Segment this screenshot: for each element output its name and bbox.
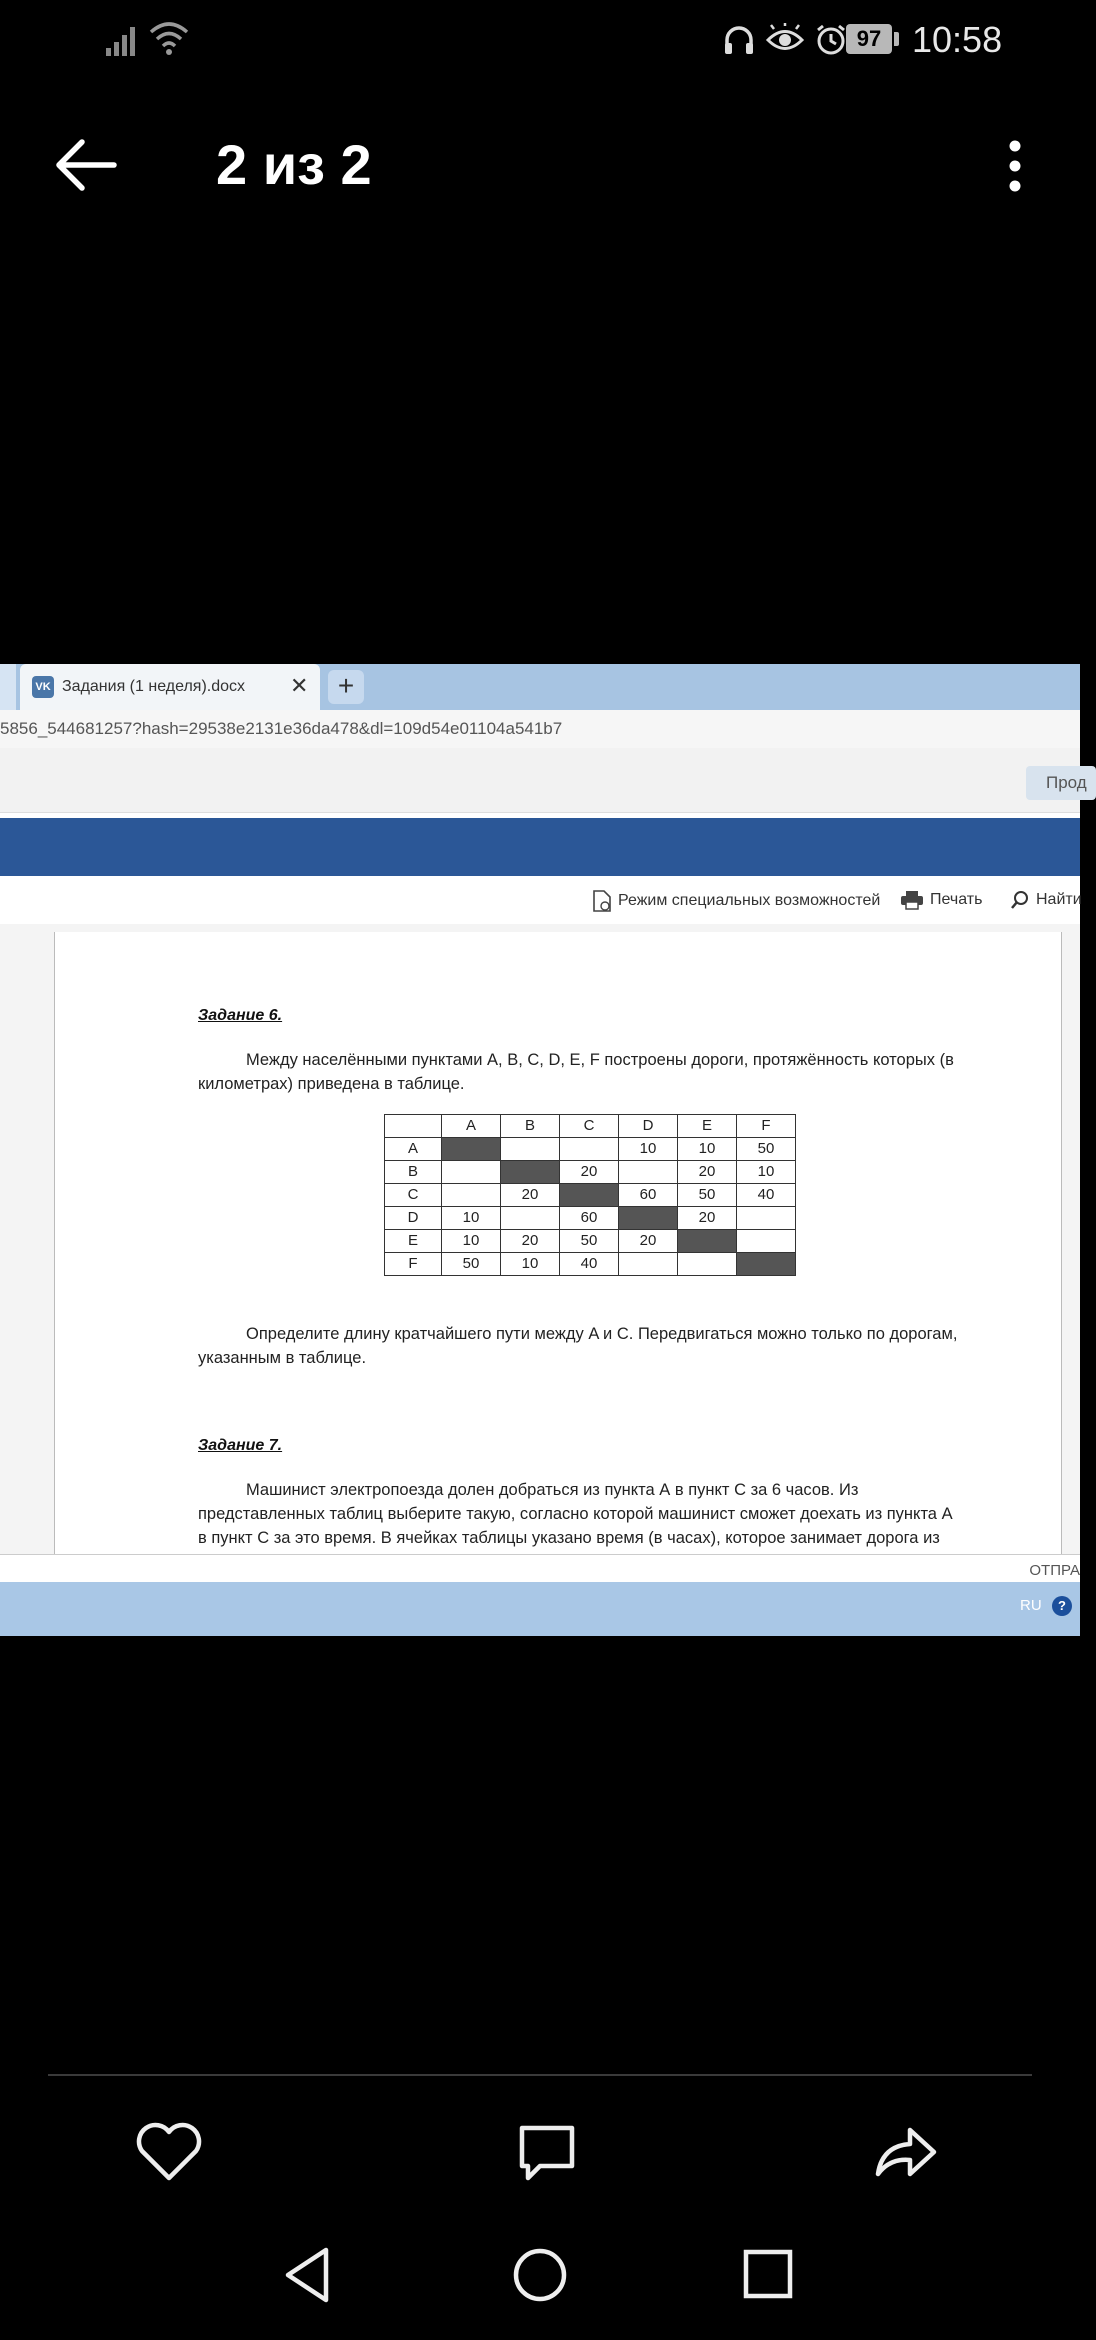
table-row-label: F [385, 1253, 442, 1276]
task7-line1: Машинист электропоезда долен добраться из пункта А в пункт С за 6 часов. Из [246, 1481, 859, 1499]
photo-image [0, 664, 1087, 1636]
signal-icon [106, 22, 140, 56]
table-cell: 10 [442, 1207, 501, 1230]
table-cell [737, 1207, 796, 1230]
task6-text [198, 1048, 988, 1096]
help-icon[interactable]: ? [1052, 1596, 1072, 1616]
table-row-label: E [385, 1230, 442, 1253]
task7-heading: Задание 7. [198, 1437, 283, 1454]
battery-level: 97 [846, 24, 892, 54]
table-cell [442, 1184, 501, 1207]
vk-icon: VK [32, 676, 54, 698]
table-cell: 40 [737, 1184, 796, 1207]
task7-text [198, 1478, 988, 1550]
document-toolbar [0, 876, 1080, 924]
table-cell [501, 1161, 560, 1184]
table-row [385, 1138, 796, 1161]
find-label: Найти [1036, 891, 1082, 908]
table-header-cell: D [619, 1115, 678, 1138]
table-cell: 20 [560, 1161, 619, 1184]
viewer-title: 2 из 2 [216, 133, 372, 196]
office-ribbon-band [0, 818, 1080, 876]
table-cell: 50 [737, 1138, 796, 1161]
table-row [385, 1184, 796, 1207]
table-cell [619, 1207, 678, 1230]
language-indicator[interactable]: RU [1020, 1597, 1042, 1614]
previous-tab-edge [0, 664, 16, 710]
table-row [385, 1161, 796, 1184]
table-cell: 20 [678, 1207, 737, 1230]
battery-tip [894, 32, 899, 46]
table-cell [442, 1161, 501, 1184]
browser-toolbar [0, 748, 1087, 813]
task6-text-line1: Между населёнными пунктами A, B, C, D, E, F построены дороги, протяжённость которых (в [246, 1051, 954, 1069]
table-cell: 20 [678, 1161, 737, 1184]
tab-close-icon[interactable]: ✕ [290, 673, 309, 698]
table-header-cell: F [737, 1115, 796, 1138]
table-cell: 10 [619, 1138, 678, 1161]
headphones-icon [722, 23, 756, 57]
table-cell: 60 [560, 1207, 619, 1230]
more-options-icon[interactable] [1000, 136, 1030, 196]
table-row-label: D [385, 1207, 442, 1230]
table-cell [560, 1138, 619, 1161]
table-row [385, 1230, 796, 1253]
alarm-icon [814, 23, 848, 57]
browser-tab[interactable] [20, 664, 320, 710]
eye-icon [766, 23, 804, 57]
table-cell: 50 [442, 1253, 501, 1276]
table-cell: 50 [560, 1230, 619, 1253]
table-cell: 20 [619, 1230, 678, 1253]
table-header-cell: C [560, 1115, 619, 1138]
table-header-cell: E [678, 1115, 737, 1138]
table-cell [737, 1253, 796, 1276]
office-status-bar [0, 1582, 1080, 1636]
task6-heading: Задание 6. [198, 1007, 283, 1024]
wifi-icon [148, 20, 190, 58]
distance-table [384, 1114, 796, 1276]
send-label[interactable]: ОТПРА [1029, 1562, 1080, 1579]
new-tab-button[interactable]: + [328, 670, 364, 704]
battery-indicator [846, 24, 900, 54]
nav-recents-icon[interactable] [734, 2240, 804, 2310]
table-row [385, 1207, 796, 1230]
print-button[interactable] [900, 890, 982, 910]
table-row-label: C [385, 1184, 442, 1207]
task6-question-line2: указанным в таблице. [198, 1349, 367, 1367]
task6-question [198, 1322, 988, 1370]
table-cell: 20 [501, 1184, 560, 1207]
table-cell [501, 1207, 560, 1230]
search-icon [1010, 890, 1030, 910]
task6-text-line2: километрах) приведена в таблице. [198, 1075, 465, 1093]
accessibility-mode-button[interactable] [592, 890, 880, 912]
table-row-label: A [385, 1138, 442, 1161]
table-cell [678, 1253, 737, 1276]
nav-home-icon[interactable] [505, 2240, 575, 2310]
actions-divider [48, 2074, 1032, 2076]
table-cell [678, 1230, 737, 1253]
accessibility-mode-label: Режим специальных возможностей [618, 892, 881, 909]
task7-line3: в пункт С за это время. В ячейках таблицы указано время (в часах), которое занимает дорога из [198, 1529, 940, 1547]
status-bar [0, 0, 1080, 80]
url-text: 5856_544681257?hash=29538e2131e36da478&dl=109d54e01104a541b7 [0, 719, 563, 738]
back-arrow-icon[interactable] [52, 132, 118, 198]
table-cell: 10 [678, 1138, 737, 1161]
document-bottom-strip [0, 1554, 1080, 1575]
tab-title: Задания (1 неделя).docx [62, 678, 246, 695]
printer-icon [900, 890, 924, 910]
table-header-cell [385, 1115, 442, 1138]
table-cell [737, 1230, 796, 1253]
share-icon[interactable] [868, 2116, 942, 2190]
table-cell: 20 [501, 1230, 560, 1253]
task6-question-line1: Определите длину кратчайшего пути между A и C. Передвигаться можно только по дорогам, [246, 1325, 958, 1343]
table-header-cell: B [501, 1115, 560, 1138]
document-icon [592, 890, 612, 912]
print-label: Печать [930, 891, 983, 908]
table-cell: 10 [442, 1230, 501, 1253]
browser-tab-bar [0, 664, 1080, 710]
table-row [385, 1253, 796, 1276]
continue-button[interactable]: Прод [1026, 766, 1096, 800]
heart-icon[interactable] [132, 2116, 206, 2190]
table-cell [619, 1161, 678, 1184]
table-cell: 10 [501, 1253, 560, 1276]
table-cell [442, 1138, 501, 1161]
nav-back-icon[interactable] [274, 2240, 344, 2310]
table-cell: 40 [560, 1253, 619, 1276]
find-button[interactable] [1010, 890, 1082, 910]
table-cell [501, 1138, 560, 1161]
table-cell: 60 [619, 1184, 678, 1207]
task7-line2: представленных таблиц выберите такую, согласно которой машинист сможет доехать из пункта А [198, 1505, 953, 1523]
table-cell: 50 [678, 1184, 737, 1207]
table-cell: 10 [737, 1161, 796, 1184]
comment-icon[interactable] [510, 2116, 584, 2190]
clock: 10:58 [912, 19, 1003, 60]
table-cell [560, 1184, 619, 1207]
table-cell [619, 1253, 678, 1276]
address-bar[interactable] [0, 710, 1080, 749]
table-header-cell: A [442, 1115, 501, 1138]
table-row-label: B [385, 1161, 442, 1184]
table-header-row [385, 1115, 796, 1138]
